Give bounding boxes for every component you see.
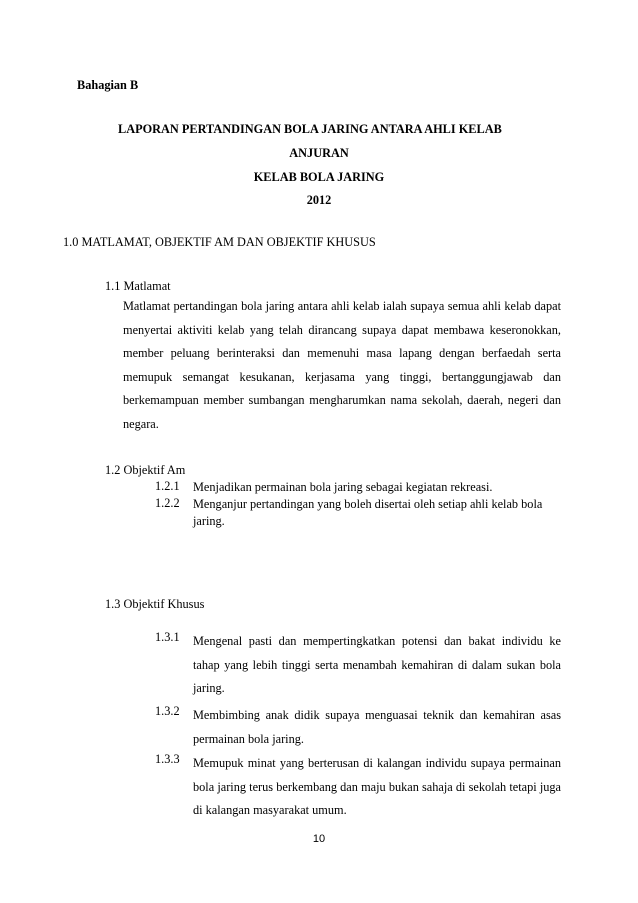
item-number: 1.2.2: [155, 496, 180, 510]
title-line-3: KELAB BOLA JARING: [253, 170, 385, 184]
objektif-khusus-item-1: Mengenal pasti dan mempertingkatkan potensi dan bakat individu ke tahap yang lebih tinggi serta menambah kemahiran di dalam sukan bola jaring.: [193, 634, 561, 696]
title-line-1: LAPORAN PERTANDINGAN BOLA JARING ANTARA AHLI KELAB: [118, 122, 502, 136]
title-line-2: ANJURAN: [289, 146, 349, 160]
item-number: 1.3.2: [155, 704, 180, 718]
item-number: 1.2.1: [155, 479, 180, 493]
objektif-khusus-item-3: Memupuk minat yang berterusan di kalangan individu supaya permainan bola jaring terus berkembang dan maju bukan sahaja di sekolah tetapi juga di kalangan masyarakat umum.: [193, 756, 561, 818]
page-number: 10: [312, 833, 326, 845]
heading-1-1: 1.1 Matlamat: [105, 279, 171, 293]
item-number: 1.3.3: [155, 752, 180, 766]
matlamat-paragraph: Matlamat pertandingan bola jaring antara ahli kelab ialah supaya semua ahli kelab dapat menyertai aktiviti kelab yang telah dirancang supaya dapat membawa keseronokkan, member peluang berinteraksi dan memenuhi masa lapang dengan berfaedah serta memupuk semangat kesukanan, kerjasama yang tinggi, bertanggungjawab dan berkemampuan member sumbangan mengharumkan nama sekolah, daerah, negeri dan negara.: [123, 299, 561, 431]
objektif-khusus-item-2: Membimbing anak didik supaya menguasai teknik dan kemahiran asas permainan bola jaring.: [193, 708, 561, 746]
objektif-am-item-1: Menjadikan permainan bola jaring sebagai kegiatan rekreasi.: [193, 480, 493, 494]
heading-1-2: 1.2 Objektif Am: [105, 463, 186, 477]
objektif-am-item-2: Menganjur pertandingan yang boleh disertai oleh setiap ahli kelab bola jaring.: [193, 497, 543, 528]
item-number: 1.3.1: [155, 630, 180, 644]
section-label: Bahagian B: [77, 78, 139, 92]
title-line-4: 2012: [306, 193, 332, 207]
heading-1-3: 1.3 Objektif Khusus: [105, 597, 205, 611]
heading-1-0: 1.0 MATLAMAT, OBJEKTIF AM DAN OBJEKTIF KHUSUS: [63, 235, 376, 249]
